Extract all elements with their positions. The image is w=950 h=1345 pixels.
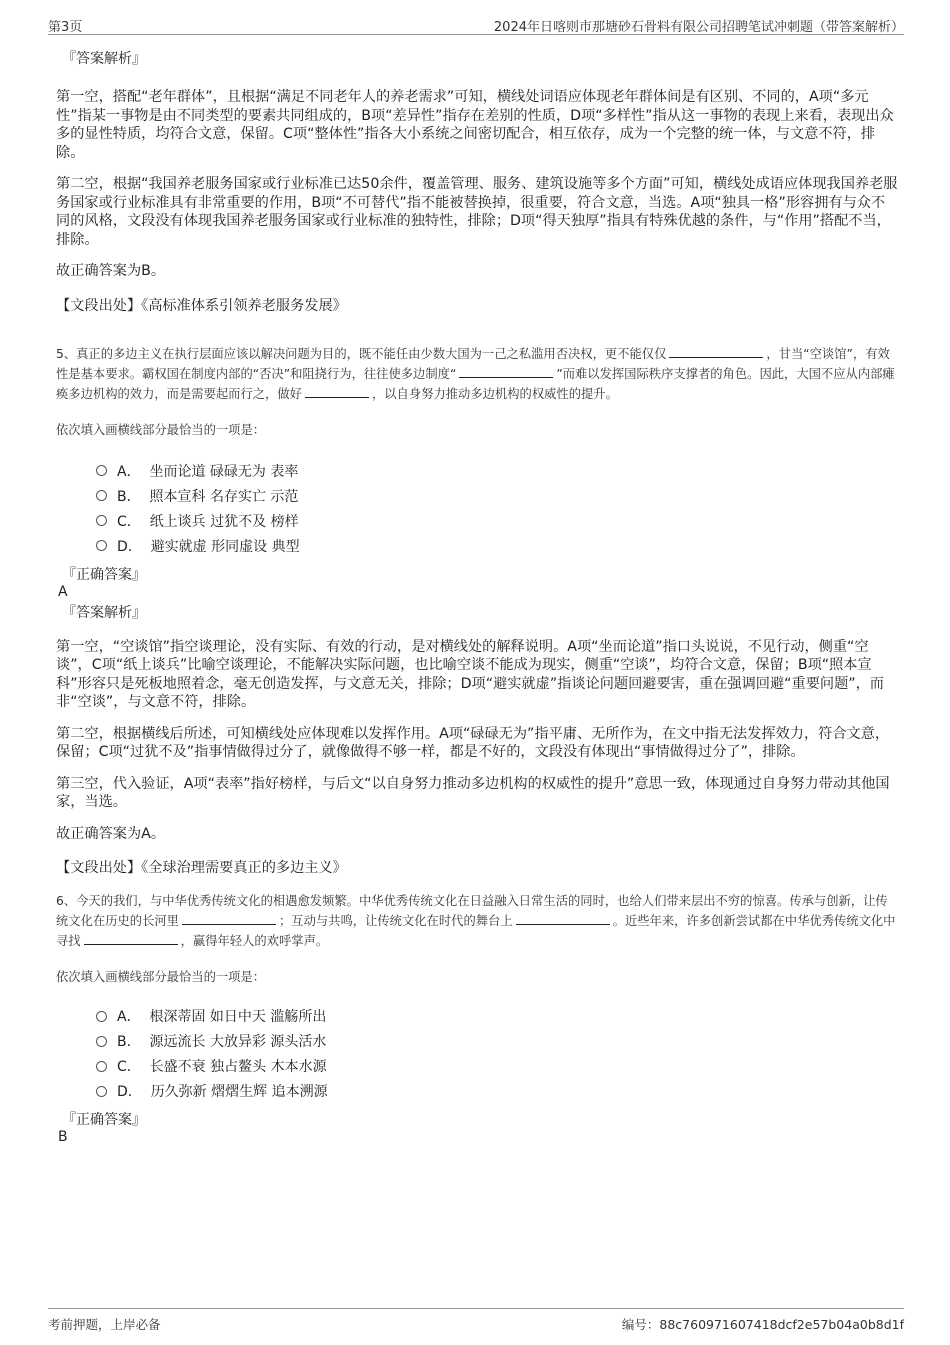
document-body — [56, 44, 898, 1145]
q6-option-c[interactable]: C． 长盛不衰 独占鳌头 木本水源 — [96, 1055, 898, 1080]
page-header — [48, 14, 904, 35]
q5-option-b[interactable]: B． 照本宣科 名存实亡 示范 — [96, 485, 898, 510]
q4-analysis-p1: 第一空，搭配“老年群体”，且根据“满足不同老年人的养老需求”可知，横线处词语应体现老年群体间是有区别、不同的，A项“多元性”指某一事物是由不同类型的要素共同组成的，B项“差异性”指存在差别的性质，D项“多样性”指从这一事物的表现上来看，表现出众多的显性特质，均符合文意，保留。C项“整体性”指各大小系统之间密切配合，相互依存，成为一个完整的统一体，与文意不符，排除。 — [56, 89, 894, 161]
q5-stem: 5、真正的多边主义在执行层面应该以解决问题为目的，既不能任由少数大国为一己之私滥用否决权，更不能仅仅 ，甘当“空谈馆”，有效性是基本要求。霸权国在制度内部的“否决”和阻挠行为，往往使多边制度“ ”而难以发挥国际秩序支撑者的角色。因此，大国不应从内部瘫痪多边机构的效力，而是需要起而行之，做好 ，以自身努力推动多边机构的权威性的提升。 — [56, 346, 895, 401]
q5-source — [56, 857, 898, 877]
radio-icon[interactable] — [96, 515, 107, 526]
q6-blank-1 — [182, 912, 276, 925]
q5-source-title: 《全球治理需要真正的多边主义》 — [141, 860, 347, 876]
q5-answer: A — [58, 583, 68, 600]
analysis-label: 『答案解析』 — [62, 604, 146, 621]
q6-option-a[interactable]: A． 根深蒂固 如日中天 滥觞所出 — [96, 1005, 898, 1030]
q5-blank-3 — [305, 385, 369, 398]
q5-option-a[interactable]: A． 坐而论道 碌碌无为 表率 — [96, 460, 898, 485]
q6-blank-3 — [84, 932, 178, 945]
q5-options — [56, 460, 898, 560]
radio-icon[interactable] — [96, 1061, 107, 1072]
q5-conclusion: 故正确答案为A。 — [56, 825, 166, 842]
q5-option-c[interactable]: C． 纸上谈兵 过犹不及 榜样 — [96, 510, 898, 535]
q5-analysis-p1: 第一空，“空谈馆”指空谈理论，没有实际、有效的行动，是对横线处的解释说明。A项“坐而论道”指口头说说，不见行动，侧重“空谈”，C项“纸上谈兵”比喻空谈理论，不能解决实际问题，也比喻空谈不能成为现实，侧重“空谈”，均符合文意，保留；B项“照本宣科”形容只是死板地照着念，毫无创造发挥，与文意无关，排除；D项“避实就虚”指谈论问题回避要害，重在强调回避“重要问题”，而非“空谈”，与文意不符，排除。 — [56, 638, 884, 710]
q6-options — [56, 1005, 898, 1105]
document-id: 编号：88c760971607418dcf2e57b04a0b8d1f — [621, 1317, 904, 1332]
source-prefix: 【文段出处】 — [56, 297, 142, 314]
q6-option-d[interactable]: D． 历久弥新 熠熠生辉 追本溯源 — [96, 1080, 898, 1105]
q4-source-title: 《高标准体系引领养老服务发展》 — [141, 297, 347, 314]
correct-answer-label: 『正确答案』 — [62, 1112, 146, 1128]
correct-answer-label: 『正确答案』 — [62, 566, 146, 583]
q6-option-b[interactable]: B． 源远流长 大放异彩 源头活水 — [96, 1030, 898, 1055]
radio-icon[interactable] — [96, 1036, 107, 1047]
q5-analysis-p3: 第三空，代入验证，A项“表率”指好榜样，与后文“以自身努力推动多边机构的权威性的提升”意思一致，体现通过自身努力带动其他国家，当选。 — [56, 775, 890, 810]
q5-blank-2 — [459, 365, 553, 378]
analysis-label: 『答案解析』 — [62, 51, 146, 67]
q6-instruction: 依次填入画横线部分最恰当的一项是： — [56, 970, 266, 984]
q5-blank-1 — [669, 345, 763, 358]
q5-instruction: 依次填入画横线部分最恰当的一项是： — [56, 422, 266, 437]
document-title: 2024年日喀则市那塘砂石骨料有限公司招聘笔试冲刺题（带答案解析） — [493, 20, 904, 35]
radio-icon[interactable] — [96, 1086, 107, 1097]
page-footer — [48, 1308, 904, 1335]
q5-analysis-p2: 第二空，根据横线后所述，可知横线处应体现难以发挥作用。A项“碌碌无为”指平庸、无所作为，在文中指无法发挥效力，符合文意，保留；C项“过犹不及”指事情做得过分了，就像做得不够一样，都是不好的，文段没有体现出“事情做得过分了”，排除。 — [56, 725, 890, 760]
radio-icon[interactable] — [96, 1011, 107, 1022]
page-number: 第3页 — [48, 20, 83, 35]
q4-analysis-p2: 第二空，根据“我国养老服务国家或行业标准已达50余件，覆盖管理、服务、建筑设施等多个方面”可知，横线处成语应体现我国养老服务国家或行业标准具有非常重要的作用，B项“不可替代”指不能被替换掉，很重要，符合文意，当选。A项“独具一格”形容拥有与众不同的风格，文段没有体现我国养老服务国家或行业标准的独特性，排除；D项“得天独厚”指具有特殊优越的条件，与“作用”搭配不当，排除。 — [56, 176, 898, 248]
q4-source — [56, 295, 898, 315]
source-prefix: 【文段出处】 — [56, 860, 142, 876]
q5-option-d[interactable]: D． 避实就虚 形同虚设 典型 — [96, 535, 898, 560]
radio-icon[interactable] — [96, 540, 107, 551]
radio-icon[interactable] — [96, 490, 107, 501]
footer-slogan: 考前押题，上岸必备 — [48, 1317, 161, 1332]
q6-blank-2 — [516, 912, 610, 925]
q4-conclusion: 故正确答案为B。 — [56, 263, 166, 279]
q6-answer: B — [58, 1129, 68, 1145]
radio-icon[interactable] — [96, 465, 107, 476]
q6-stem: 6、今天的我们，与中华优秀传统文化的相遇愈发频繁。中华优秀传统文化在日益融入日常生活的同时，也给人们带来层出不穷的惊喜。传承与创新，让传统文化在历史的长河里 ；互动与共鸣，让传统文化在时代的舞台上 。近些年来，许多创新尝试都在中华优秀传统文化中寻找 ，赢得年轻人的欢呼掌声。 — [56, 894, 896, 948]
